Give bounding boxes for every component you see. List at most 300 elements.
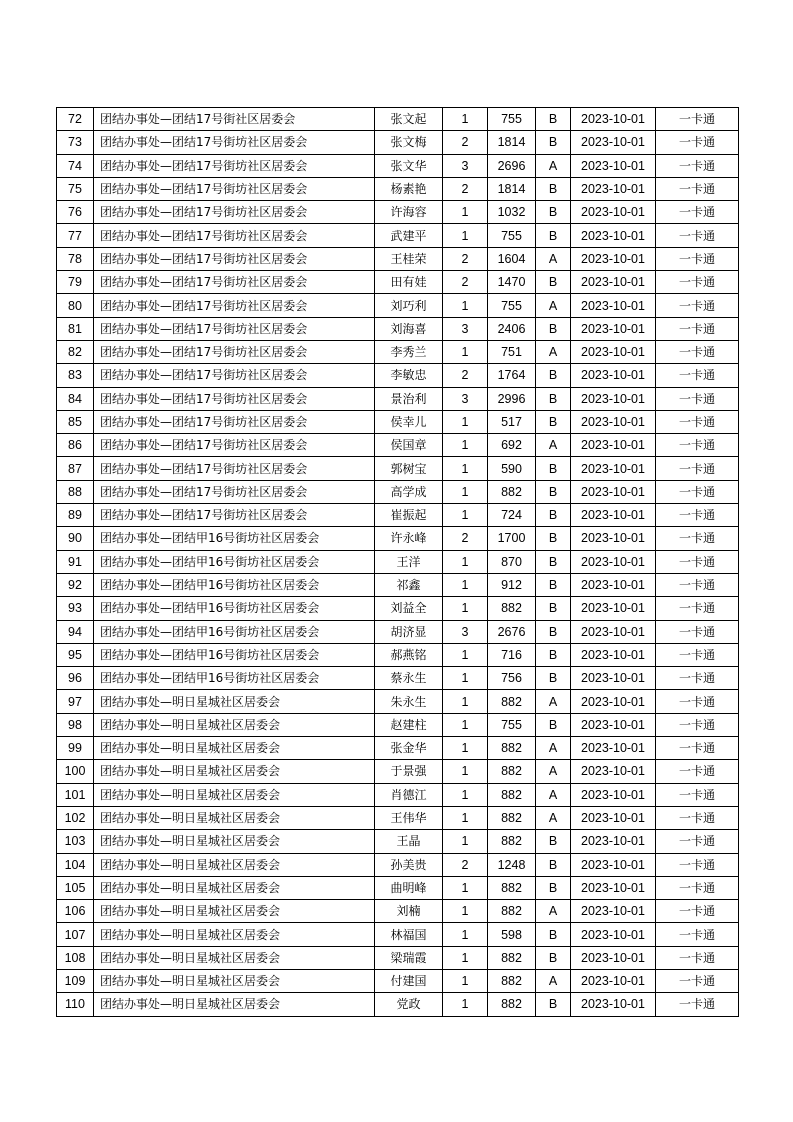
- cell-amount: 882: [488, 480, 536, 503]
- cell-category: B: [536, 387, 571, 410]
- cell-date: 2023-10-01: [571, 340, 656, 363]
- cell-category: B: [536, 667, 571, 690]
- cell-date: 2023-10-01: [571, 480, 656, 503]
- cell-unit: 团结办事处—团结17号街坊社区居委会: [94, 271, 375, 294]
- cell-category: A: [536, 737, 571, 760]
- cell-person-name: 刘巧利: [375, 294, 443, 317]
- table-row: [57, 457, 739, 480]
- table-row: [57, 573, 739, 596]
- cell-date: 2023-10-01: [571, 690, 656, 713]
- cell-category: B: [536, 620, 571, 643]
- cell-category: B: [536, 201, 571, 224]
- cell-date: 2023-10-01: [571, 853, 656, 876]
- table-row: [57, 783, 739, 806]
- cell-count: 2: [443, 131, 488, 154]
- cell-date: 2023-10-01: [571, 108, 656, 131]
- cell-date: 2023-10-01: [571, 364, 656, 387]
- cell-payment-method: 一卡通: [656, 573, 739, 596]
- cell-serial-number: 91: [57, 550, 94, 573]
- cell-unit: 团结办事处—明日星城社区居委会: [94, 760, 375, 783]
- cell-serial-number: 86: [57, 434, 94, 457]
- cell-date: 2023-10-01: [571, 830, 656, 853]
- cell-count: 1: [443, 573, 488, 596]
- cell-unit: 团结办事处—明日星城社区居委会: [94, 923, 375, 946]
- cell-date: 2023-10-01: [571, 737, 656, 760]
- cell-category: B: [536, 504, 571, 527]
- cell-payment-method: 一卡通: [656, 620, 739, 643]
- cell-count: 1: [443, 201, 488, 224]
- cell-person-name: 高学成: [375, 480, 443, 503]
- cell-payment-method: 一卡通: [656, 667, 739, 690]
- cell-payment-method: 一卡通: [656, 783, 739, 806]
- cell-count: 1: [443, 993, 488, 1016]
- cell-date: 2023-10-01: [571, 643, 656, 666]
- cell-serial-number: 107: [57, 923, 94, 946]
- table-row: [57, 667, 739, 690]
- cell-date: 2023-10-01: [571, 247, 656, 270]
- cell-amount: 882: [488, 876, 536, 899]
- cell-unit: 团结办事处—团结甲16号街坊社区居委会: [94, 620, 375, 643]
- cell-date: 2023-10-01: [571, 294, 656, 317]
- cell-amount: 2696: [488, 154, 536, 177]
- cell-person-name: 胡济显: [375, 620, 443, 643]
- cell-date: 2023-10-01: [571, 783, 656, 806]
- cell-serial-number: 108: [57, 946, 94, 969]
- cell-unit: 团结办事处—团结17号街坊社区居委会: [94, 364, 375, 387]
- cell-payment-method: 一卡通: [656, 201, 739, 224]
- cell-date: 2023-10-01: [571, 806, 656, 829]
- cell-count: 2: [443, 271, 488, 294]
- cell-serial-number: 84: [57, 387, 94, 410]
- cell-person-name: 刘楠: [375, 900, 443, 923]
- cell-count: 1: [443, 667, 488, 690]
- cell-category: A: [536, 434, 571, 457]
- cell-count: 1: [443, 876, 488, 899]
- cell-payment-method: 一卡通: [656, 900, 739, 923]
- cell-unit: 团结办事处—明日星城社区居委会: [94, 806, 375, 829]
- cell-payment-method: 一卡通: [656, 806, 739, 829]
- cell-date: 2023-10-01: [571, 993, 656, 1016]
- table-row: [57, 108, 739, 131]
- cell-date: 2023-10-01: [571, 760, 656, 783]
- cell-serial-number: 100: [57, 760, 94, 783]
- cell-person-name: 刘海喜: [375, 317, 443, 340]
- cell-serial-number: 109: [57, 969, 94, 992]
- cell-amount: 1814: [488, 131, 536, 154]
- table-row: [57, 969, 739, 992]
- cell-amount: 2676: [488, 620, 536, 643]
- cell-serial-number: 85: [57, 410, 94, 433]
- cell-unit: 团结办事处—团结甲16号街坊社区居委会: [94, 667, 375, 690]
- cell-category: B: [536, 643, 571, 666]
- cell-payment-method: 一卡通: [656, 271, 739, 294]
- cell-person-name: 王伟华: [375, 806, 443, 829]
- cell-category: A: [536, 900, 571, 923]
- cell-person-name: 孙美贵: [375, 853, 443, 876]
- cell-unit: 团结办事处—团结17号街坊社区居委会: [94, 294, 375, 317]
- cell-person-name: 田有娃: [375, 271, 443, 294]
- cell-person-name: 党政: [375, 993, 443, 1016]
- cell-serial-number: 93: [57, 597, 94, 620]
- cell-count: 1: [443, 504, 488, 527]
- cell-unit: 团结办事处—明日星城社区居委会: [94, 946, 375, 969]
- cell-category: B: [536, 573, 571, 596]
- table-row: [57, 876, 739, 899]
- cell-serial-number: 76: [57, 201, 94, 224]
- cell-category: B: [536, 224, 571, 247]
- cell-serial-number: 87: [57, 457, 94, 480]
- table-row: [57, 294, 739, 317]
- cell-payment-method: 一卡通: [656, 853, 739, 876]
- cell-payment-method: 一卡通: [656, 294, 739, 317]
- cell-category: B: [536, 317, 571, 340]
- cell-category: B: [536, 527, 571, 550]
- cell-payment-method: 一卡通: [656, 108, 739, 131]
- cell-category: B: [536, 923, 571, 946]
- cell-serial-number: 103: [57, 830, 94, 853]
- cell-count: 1: [443, 830, 488, 853]
- cell-unit: 团结办事处—明日星城社区居委会: [94, 876, 375, 899]
- cell-count: 1: [443, 480, 488, 503]
- cell-person-name: 刘益全: [375, 597, 443, 620]
- cell-amount: 756: [488, 667, 536, 690]
- cell-person-name: 梁瑞霞: [375, 946, 443, 969]
- cell-category: B: [536, 410, 571, 433]
- table-row: [57, 713, 739, 736]
- cell-amount: 590: [488, 457, 536, 480]
- cell-amount: 755: [488, 294, 536, 317]
- cell-count: 3: [443, 154, 488, 177]
- cell-count: 2: [443, 364, 488, 387]
- cell-unit: 团结办事处—团结甲16号街坊社区居委会: [94, 550, 375, 573]
- cell-count: 1: [443, 760, 488, 783]
- cell-category: A: [536, 154, 571, 177]
- cell-person-name: 郭树宝: [375, 457, 443, 480]
- cell-payment-method: 一卡通: [656, 224, 739, 247]
- cell-person-name: 许海容: [375, 201, 443, 224]
- table-row: [57, 737, 739, 760]
- cell-person-name: 许永峰: [375, 527, 443, 550]
- cell-serial-number: 110: [57, 993, 94, 1016]
- table-row: [57, 946, 739, 969]
- table-row: [57, 201, 739, 224]
- cell-count: 1: [443, 900, 488, 923]
- cell-amount: 882: [488, 783, 536, 806]
- cell-category: A: [536, 294, 571, 317]
- cell-person-name: 张文梅: [375, 131, 443, 154]
- cell-person-name: 李敏忠: [375, 364, 443, 387]
- cell-unit: 团结办事处—明日星城社区居委会: [94, 969, 375, 992]
- cell-date: 2023-10-01: [571, 317, 656, 340]
- cell-category: B: [536, 177, 571, 200]
- cell-amount: 882: [488, 969, 536, 992]
- cell-payment-method: 一卡通: [656, 177, 739, 200]
- cell-person-name: 张文起: [375, 108, 443, 131]
- cell-amount: 1470: [488, 271, 536, 294]
- table-row: [57, 131, 739, 154]
- cell-serial-number: 106: [57, 900, 94, 923]
- cell-unit: 团结办事处—团结17号街坊社区居委会: [94, 410, 375, 433]
- cell-serial-number: 98: [57, 713, 94, 736]
- cell-amount: 882: [488, 900, 536, 923]
- cell-unit: 团结办事处—团结17号街坊社区居委会: [94, 340, 375, 363]
- table-row: [57, 340, 739, 363]
- cell-category: A: [536, 783, 571, 806]
- cell-category: B: [536, 108, 571, 131]
- table-row: [57, 620, 739, 643]
- cell-unit: 团结办事处—团结17号街坊社区居委会: [94, 434, 375, 457]
- cell-serial-number: 101: [57, 783, 94, 806]
- cell-serial-number: 79: [57, 271, 94, 294]
- cell-amount: 882: [488, 946, 536, 969]
- cell-category: B: [536, 364, 571, 387]
- cell-payment-method: 一卡通: [656, 131, 739, 154]
- cell-count: 1: [443, 806, 488, 829]
- cell-person-name: 张金华: [375, 737, 443, 760]
- cell-payment-method: 一卡通: [656, 317, 739, 340]
- cell-unit: 团结办事处—团结17号街坊社区居委会: [94, 154, 375, 177]
- cell-date: 2023-10-01: [571, 550, 656, 573]
- cell-serial-number: 92: [57, 573, 94, 596]
- cell-serial-number: 82: [57, 340, 94, 363]
- cell-category: B: [536, 946, 571, 969]
- cell-payment-method: 一卡通: [656, 154, 739, 177]
- cell-serial-number: 95: [57, 643, 94, 666]
- cell-amount: 870: [488, 550, 536, 573]
- cell-date: 2023-10-01: [571, 410, 656, 433]
- cell-category: B: [536, 876, 571, 899]
- cell-amount: 724: [488, 504, 536, 527]
- cell-unit: 团结办事处—明日星城社区居委会: [94, 737, 375, 760]
- cell-count: 1: [443, 946, 488, 969]
- table-row: [57, 993, 739, 1016]
- cell-count: 1: [443, 597, 488, 620]
- cell-payment-method: 一卡通: [656, 597, 739, 620]
- cell-date: 2023-10-01: [571, 573, 656, 596]
- cell-unit: 团结办事处—团结17号街坊社区居委会: [94, 317, 375, 340]
- cell-payment-method: 一卡通: [656, 504, 739, 527]
- cell-amount: 1814: [488, 177, 536, 200]
- cell-date: 2023-10-01: [571, 271, 656, 294]
- cell-amount: 1248: [488, 853, 536, 876]
- cell-serial-number: 83: [57, 364, 94, 387]
- cell-amount: 882: [488, 690, 536, 713]
- cell-amount: 912: [488, 573, 536, 596]
- cell-date: 2023-10-01: [571, 620, 656, 643]
- cell-amount: 2996: [488, 387, 536, 410]
- cell-unit: 团结办事处—团结17号街坊社区居委会: [94, 387, 375, 410]
- cell-amount: 755: [488, 713, 536, 736]
- cell-unit: 团结办事处—团结17号街坊社区居委会: [94, 177, 375, 200]
- records-table: [56, 107, 739, 1017]
- cell-date: 2023-10-01: [571, 876, 656, 899]
- table-row: [57, 690, 739, 713]
- cell-count: 1: [443, 643, 488, 666]
- cell-payment-method: 一卡通: [656, 340, 739, 363]
- cell-payment-method: 一卡通: [656, 457, 739, 480]
- cell-person-name: 崔振起: [375, 504, 443, 527]
- cell-person-name: 王晶: [375, 830, 443, 853]
- cell-serial-number: 90: [57, 527, 94, 550]
- cell-person-name: 侯幸儿: [375, 410, 443, 433]
- cell-serial-number: 80: [57, 294, 94, 317]
- cell-category: A: [536, 969, 571, 992]
- table-row: [57, 364, 739, 387]
- cell-category: B: [536, 131, 571, 154]
- cell-payment-method: 一卡通: [656, 760, 739, 783]
- cell-serial-number: 73: [57, 131, 94, 154]
- cell-count: 1: [443, 783, 488, 806]
- cell-category: B: [536, 830, 571, 853]
- cell-count: 2: [443, 853, 488, 876]
- cell-date: 2023-10-01: [571, 713, 656, 736]
- cell-unit: 团结办事处—团结17号街坊社区居委会: [94, 457, 375, 480]
- cell-serial-number: 104: [57, 853, 94, 876]
- cell-payment-method: 一卡通: [656, 247, 739, 270]
- cell-person-name: 赵建柱: [375, 713, 443, 736]
- cell-category: B: [536, 993, 571, 1016]
- cell-date: 2023-10-01: [571, 131, 656, 154]
- cell-category: B: [536, 480, 571, 503]
- cell-amount: 882: [488, 993, 536, 1016]
- table-row: [57, 480, 739, 503]
- cell-person-name: 王桂荣: [375, 247, 443, 270]
- table-row: [57, 154, 739, 177]
- cell-serial-number: 94: [57, 620, 94, 643]
- cell-payment-method: 一卡通: [656, 410, 739, 433]
- cell-unit: 团结办事处—团结17号街坊社区居委会: [94, 201, 375, 224]
- records-table-body: [57, 108, 739, 1017]
- cell-serial-number: 99: [57, 737, 94, 760]
- table-row: [57, 410, 739, 433]
- cell-payment-method: 一卡通: [656, 876, 739, 899]
- table-row: [57, 597, 739, 620]
- cell-serial-number: 75: [57, 177, 94, 200]
- cell-count: 2: [443, 177, 488, 200]
- cell-unit: 团结办事处—明日星城社区居委会: [94, 783, 375, 806]
- cell-amount: 882: [488, 737, 536, 760]
- cell-unit: 团结办事处—明日星城社区居委会: [94, 690, 375, 713]
- cell-payment-method: 一卡通: [656, 713, 739, 736]
- cell-date: 2023-10-01: [571, 177, 656, 200]
- cell-person-name: 杨素艳: [375, 177, 443, 200]
- cell-amount: 517: [488, 410, 536, 433]
- table-row: [57, 224, 739, 247]
- cell-date: 2023-10-01: [571, 969, 656, 992]
- cell-unit: 团结办事处—明日星城社区居委会: [94, 900, 375, 923]
- table-row: [57, 271, 739, 294]
- cell-category: B: [536, 597, 571, 620]
- cell-date: 2023-10-01: [571, 667, 656, 690]
- cell-unit: 团结办事处—团结甲16号街坊社区居委会: [94, 573, 375, 596]
- cell-unit: 团结办事处—团结甲16号街坊社区居委会: [94, 527, 375, 550]
- cell-date: 2023-10-01: [571, 457, 656, 480]
- cell-unit: 团结办事处—团结甲16号街坊社区居委会: [94, 643, 375, 666]
- cell-serial-number: 72: [57, 108, 94, 131]
- cell-payment-method: 一卡通: [656, 946, 739, 969]
- cell-count: 1: [443, 690, 488, 713]
- cell-category: A: [536, 340, 571, 363]
- cell-category: A: [536, 806, 571, 829]
- cell-person-name: 王洋: [375, 550, 443, 573]
- cell-date: 2023-10-01: [571, 201, 656, 224]
- cell-date: 2023-10-01: [571, 923, 656, 946]
- cell-person-name: 蔡永生: [375, 667, 443, 690]
- table-row: [57, 247, 739, 270]
- cell-category: B: [536, 550, 571, 573]
- cell-date: 2023-10-01: [571, 527, 656, 550]
- cell-count: 1: [443, 923, 488, 946]
- cell-payment-method: 一卡通: [656, 737, 739, 760]
- cell-date: 2023-10-01: [571, 224, 656, 247]
- cell-person-name: 林福国: [375, 923, 443, 946]
- cell-date: 2023-10-01: [571, 154, 656, 177]
- cell-person-name: 张文华: [375, 154, 443, 177]
- cell-payment-method: 一卡通: [656, 643, 739, 666]
- cell-person-name: 朱永生: [375, 690, 443, 713]
- cell-payment-method: 一卡通: [656, 434, 739, 457]
- cell-date: 2023-10-01: [571, 387, 656, 410]
- table-row: [57, 923, 739, 946]
- table-row: [57, 853, 739, 876]
- table-row: [57, 806, 739, 829]
- cell-amount: 882: [488, 806, 536, 829]
- cell-date: 2023-10-01: [571, 900, 656, 923]
- cell-serial-number: 88: [57, 480, 94, 503]
- cell-payment-method: 一卡通: [656, 480, 739, 503]
- cell-amount: 2406: [488, 317, 536, 340]
- table-row: [57, 317, 739, 340]
- cell-unit: 团结办事处—团结17号街坊社区居委会: [94, 247, 375, 270]
- cell-payment-method: 一卡通: [656, 550, 739, 573]
- cell-category: A: [536, 247, 571, 270]
- cell-amount: 882: [488, 830, 536, 853]
- table-row: [57, 434, 739, 457]
- cell-payment-method: 一卡通: [656, 690, 739, 713]
- cell-date: 2023-10-01: [571, 434, 656, 457]
- cell-unit: 团结办事处—明日星城社区居委会: [94, 993, 375, 1016]
- cell-payment-method: 一卡通: [656, 830, 739, 853]
- cell-person-name: 郝燕铭: [375, 643, 443, 666]
- cell-amount: 1764: [488, 364, 536, 387]
- cell-serial-number: 81: [57, 317, 94, 340]
- cell-amount: 882: [488, 597, 536, 620]
- cell-unit: 团结办事处—团结17号街坊社区居委会: [94, 504, 375, 527]
- cell-unit: 团结办事处—团结17号街坊社区居委会: [94, 131, 375, 154]
- cell-category: B: [536, 457, 571, 480]
- cell-serial-number: 105: [57, 876, 94, 899]
- table-row: [57, 830, 739, 853]
- cell-person-name: 侯国章: [375, 434, 443, 457]
- table-row: [57, 760, 739, 783]
- table-row: [57, 900, 739, 923]
- cell-count: 1: [443, 434, 488, 457]
- cell-count: 1: [443, 457, 488, 480]
- cell-unit: 团结办事处—团结17号街坊社区居委会: [94, 480, 375, 503]
- cell-count: 1: [443, 294, 488, 317]
- cell-count: 3: [443, 620, 488, 643]
- cell-person-name: 曲明峰: [375, 876, 443, 899]
- cell-payment-method: 一卡通: [656, 527, 739, 550]
- cell-category: B: [536, 271, 571, 294]
- cell-date: 2023-10-01: [571, 946, 656, 969]
- cell-date: 2023-10-01: [571, 597, 656, 620]
- table-row: [57, 504, 739, 527]
- cell-unit: 团结办事处—明日星城社区居委会: [94, 830, 375, 853]
- cell-count: 1: [443, 224, 488, 247]
- cell-payment-method: 一卡通: [656, 364, 739, 387]
- cell-unit: 团结办事处—团结17号街社区居委会: [94, 108, 375, 131]
